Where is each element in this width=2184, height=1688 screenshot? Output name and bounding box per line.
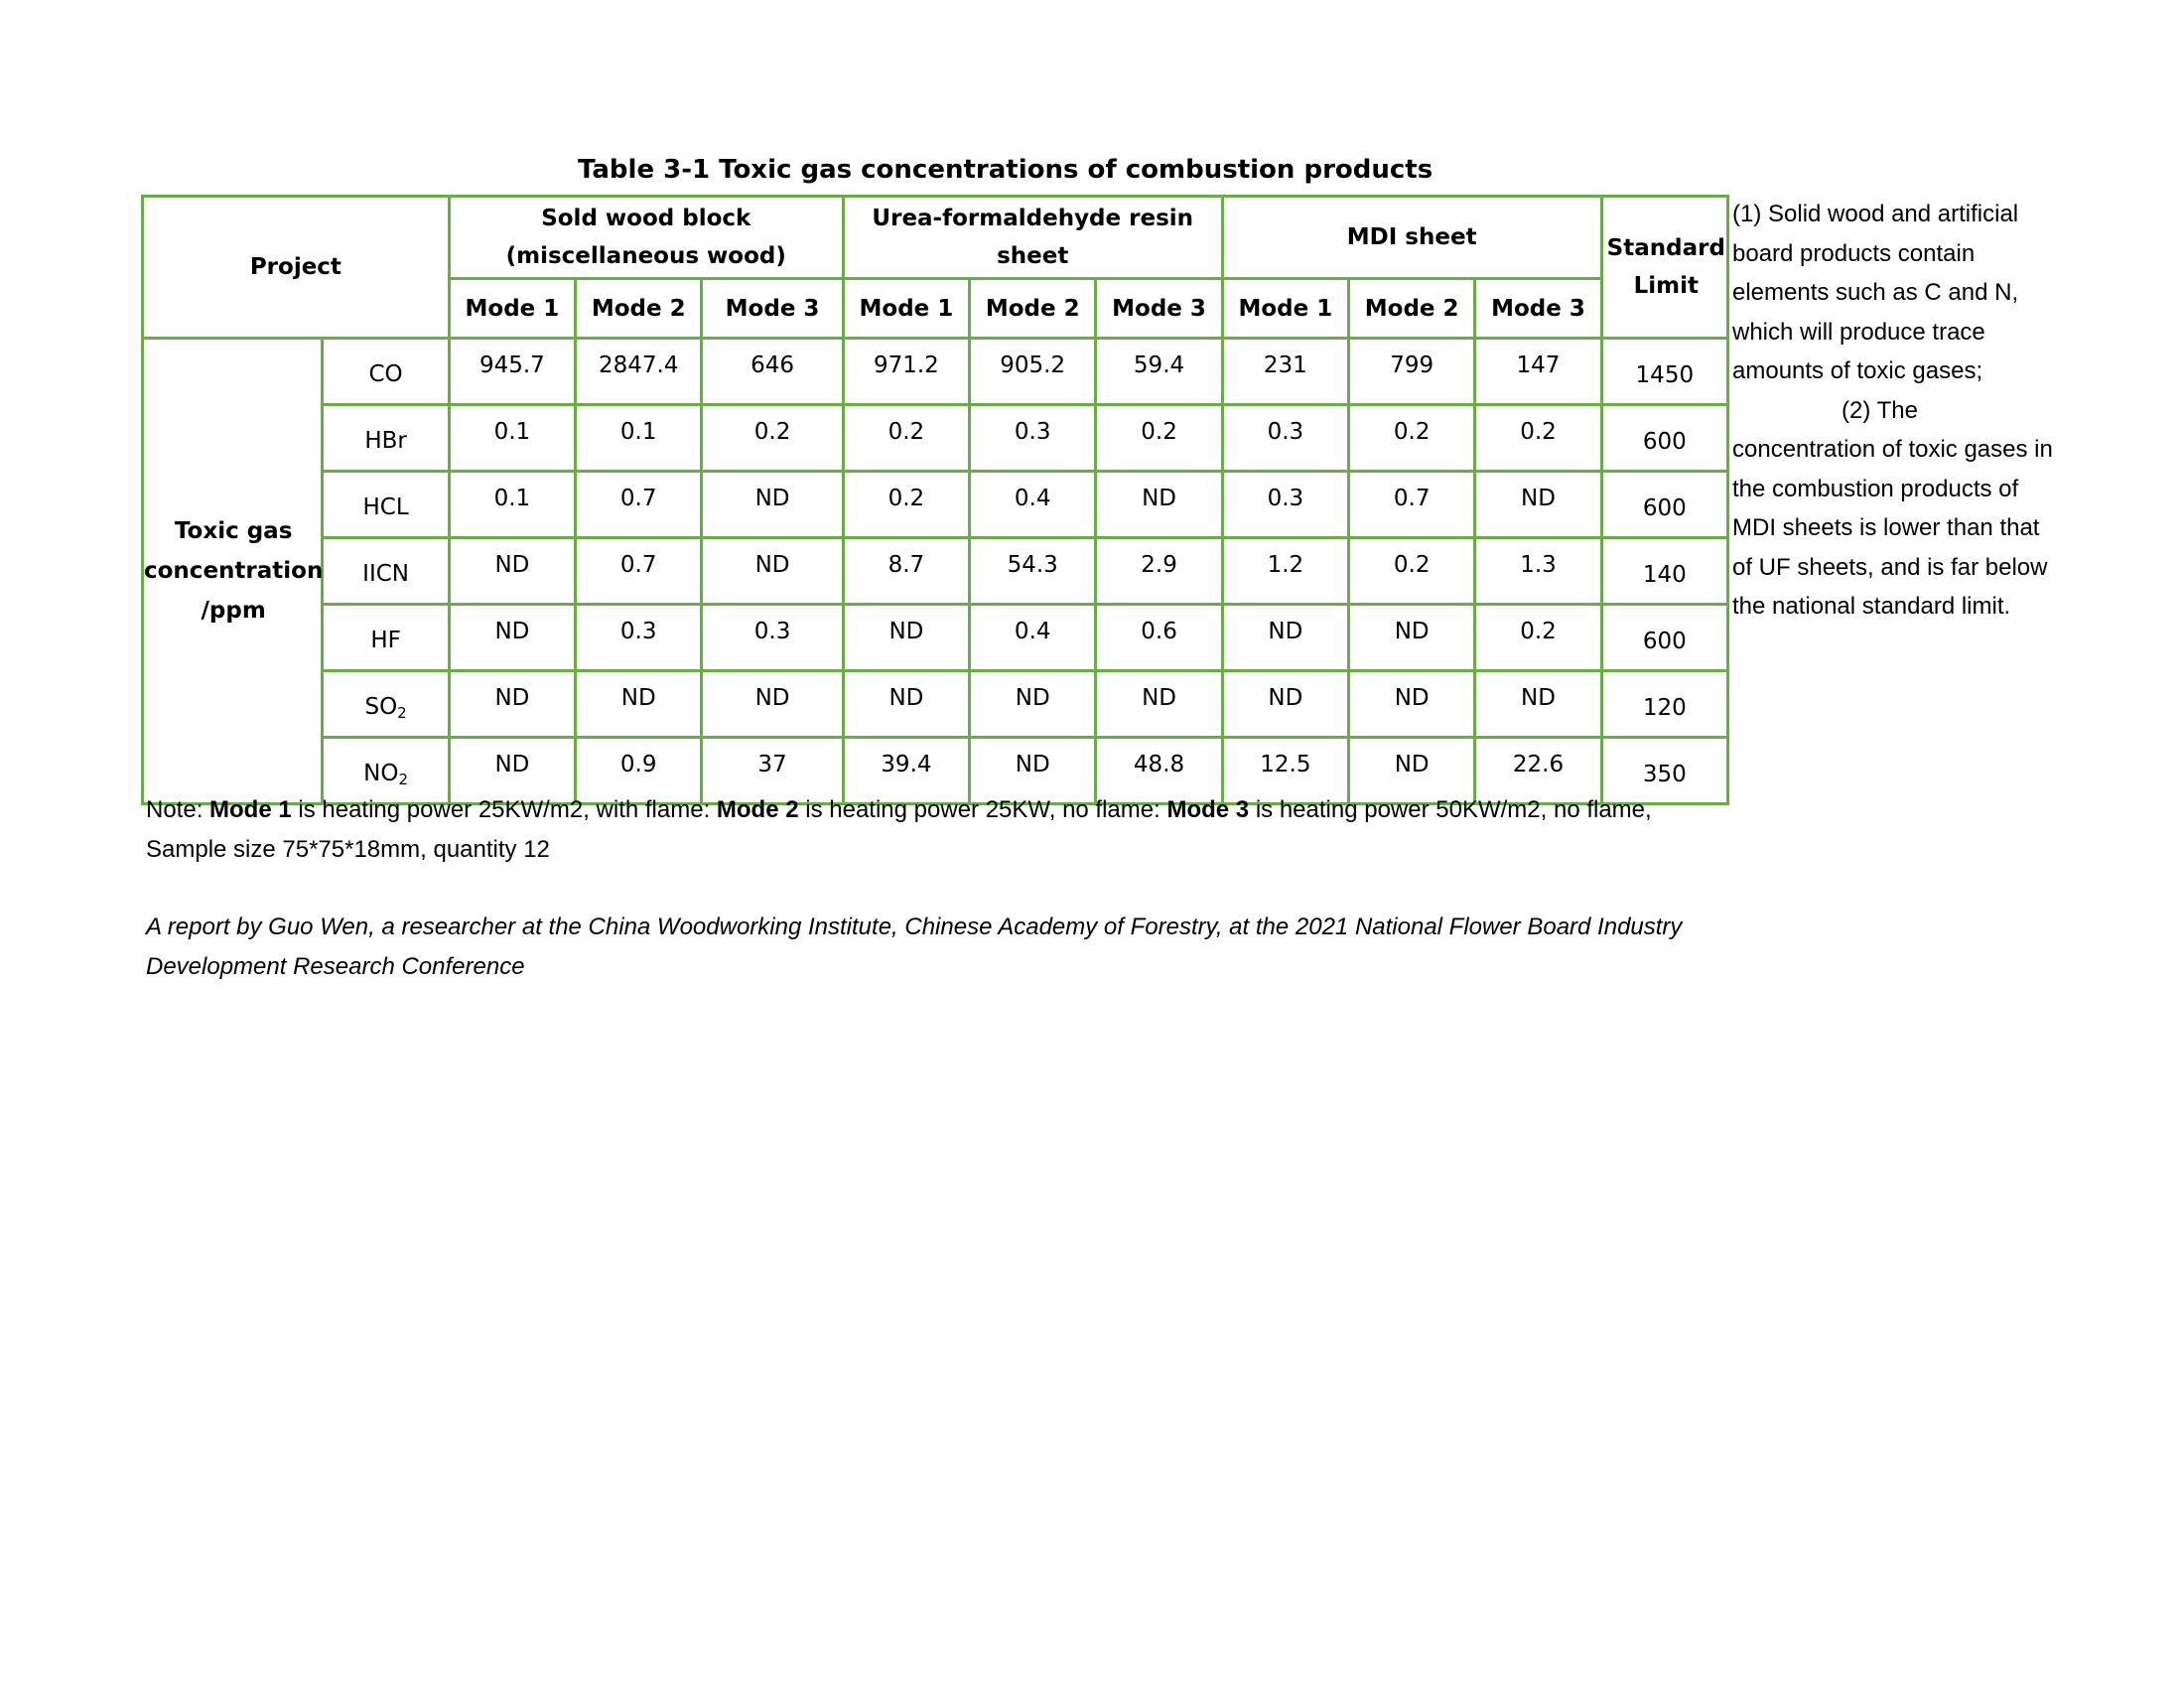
standard-limit-cell: 1450 xyxy=(1601,339,1727,405)
standard-limit-label: Standard Limit xyxy=(1606,234,1725,299)
value-cell: 2.9 xyxy=(1096,538,1222,605)
note-mode2-label: Mode 2 xyxy=(716,796,799,823)
mode-header: Mode 2 xyxy=(1349,279,1475,339)
group-header-urea-formaldehyde xyxy=(843,197,1222,279)
table-row xyxy=(143,538,1728,605)
gas-name-cell xyxy=(323,339,449,405)
value-cell: 0.3 xyxy=(1222,472,1348,538)
gas-name: HCL xyxy=(362,494,409,520)
category-cell xyxy=(143,339,323,804)
value-cell: 54.3 xyxy=(970,538,1096,605)
value-cell: 0.4 xyxy=(970,472,1096,538)
gas-name: HF xyxy=(370,628,401,653)
gas-name-cell xyxy=(323,605,449,671)
value-cell: 0.7 xyxy=(576,472,702,538)
value-cell: 0.2 xyxy=(1349,538,1475,605)
value-cell: ND xyxy=(1475,671,1601,738)
gas-name-cell xyxy=(323,538,449,605)
standard-limit-cell: 600 xyxy=(1601,405,1727,472)
value-cell: 12.5 xyxy=(1222,738,1348,804)
value-cell: 905.2 xyxy=(970,339,1096,405)
mode-header: Mode 1 xyxy=(449,279,575,339)
note-mode2-text: is heating power 25KW, no flame: xyxy=(798,796,1167,823)
gas-name: IICN xyxy=(362,561,410,587)
value-cell: 0.1 xyxy=(449,405,575,472)
value-cell: ND xyxy=(702,472,843,538)
value-cell: 0.3 xyxy=(702,605,843,671)
gas-name-cell xyxy=(323,671,449,738)
value-cell: 0.3 xyxy=(1222,405,1348,472)
note-prefix: Note: xyxy=(146,796,210,823)
value-cell: ND xyxy=(1096,472,1222,538)
table-row xyxy=(143,671,1728,738)
value-cell: 0.2 xyxy=(1475,405,1601,472)
group-header-solid-wood xyxy=(449,197,843,279)
value-cell: 0.3 xyxy=(970,405,1096,472)
mode-header: Mode 1 xyxy=(1222,279,1348,339)
value-cell: 0.1 xyxy=(576,405,702,472)
value-cell: 971.2 xyxy=(843,339,969,405)
note-mode1-text: is heating power 25KW/m2, with flame: xyxy=(291,796,717,823)
value-cell: 147 xyxy=(1475,339,1601,405)
project-header: Project xyxy=(143,197,450,339)
standard-limit-cell: 600 xyxy=(1601,605,1727,671)
gas-name: CO xyxy=(368,361,403,387)
footnote xyxy=(146,790,1695,870)
gas-name: NO xyxy=(363,761,399,786)
mode-header: Mode 3 xyxy=(702,279,843,339)
side-note-point-2-head: (2) The xyxy=(1842,396,1918,424)
gas-name-cell xyxy=(323,405,449,472)
table-row xyxy=(143,339,1728,405)
value-cell: ND xyxy=(843,671,969,738)
value-cell: 0.2 xyxy=(1475,605,1601,671)
mode-header: Mode 3 xyxy=(1475,279,1601,339)
table-row xyxy=(143,472,1728,538)
value-cell: 48.8 xyxy=(1096,738,1222,804)
mode-header: Mode 3 xyxy=(1096,279,1222,339)
side-note-point-1: (1) Solid wood and artificial board products contain elements such as C and N, which will produce trace amounts of toxic gases; xyxy=(1732,201,2019,384)
value-cell: 2847.4 xyxy=(576,339,702,405)
value-cell: ND xyxy=(1222,605,1348,671)
value-cell: 0.4 xyxy=(970,605,1096,671)
table-row xyxy=(143,605,1728,671)
value-cell: 0.7 xyxy=(1349,472,1475,538)
value-cell: ND xyxy=(1349,738,1475,804)
value-cell: ND xyxy=(449,738,575,804)
note-mode3-label: Mode 3 xyxy=(1166,796,1250,823)
table-row xyxy=(143,405,1728,472)
value-cell: ND xyxy=(449,538,575,605)
value-cell: ND xyxy=(576,671,702,738)
value-cell: 0.9 xyxy=(576,738,702,804)
group-header-mdi xyxy=(1222,197,1601,279)
value-cell: ND xyxy=(1475,472,1601,538)
side-note xyxy=(1732,195,2060,627)
value-cell: 799 xyxy=(1349,339,1475,405)
note-mode1-label: Mode 1 xyxy=(209,796,292,823)
standard-limit-cell: 350 xyxy=(1601,738,1727,804)
value-cell: 8.7 xyxy=(843,538,969,605)
value-cell: ND xyxy=(702,671,843,738)
mode-header: Mode 2 xyxy=(970,279,1096,339)
value-cell: 22.6 xyxy=(1475,738,1601,804)
gas-subscript: 2 xyxy=(398,771,409,788)
value-cell: 37 xyxy=(702,738,843,804)
value-cell: 0.2 xyxy=(843,472,969,538)
group-header-row xyxy=(143,197,1728,279)
value-cell: ND xyxy=(843,605,969,671)
value-cell: 1.3 xyxy=(1475,538,1601,605)
value-cell: 0.7 xyxy=(576,538,702,605)
value-cell: ND xyxy=(449,671,575,738)
value-cell: 0.2 xyxy=(1096,405,1222,472)
value-cell: ND xyxy=(1349,605,1475,671)
gas-subscript: 2 xyxy=(397,704,407,722)
value-cell: 646 xyxy=(702,339,843,405)
value-cell: ND xyxy=(449,605,575,671)
value-cell: 231 xyxy=(1222,339,1348,405)
mode-header: Mode 2 xyxy=(576,279,702,339)
value-cell: 59.4 xyxy=(1096,339,1222,405)
table-title: Table 3-1 Toxic gas concentrations of combustion products xyxy=(578,155,1433,185)
value-cell: 1.2 xyxy=(1222,538,1348,605)
source-citation: A report by Guo Wen, a researcher at the China Woodworking Institute, Chinese Academy of Forestry, at the 2021 National Flower Board Industry Development Research Conference xyxy=(146,914,1683,980)
value-cell: ND xyxy=(1222,671,1348,738)
gas-name: SO xyxy=(364,694,398,720)
value-cell: 0.2 xyxy=(843,405,969,472)
value-cell: 0.6 xyxy=(1096,605,1222,671)
standard-limit-cell: 600 xyxy=(1601,472,1727,538)
mode-header: Mode 1 xyxy=(843,279,969,339)
value-cell: 0.2 xyxy=(702,405,843,472)
standard-limit-header xyxy=(1601,197,1727,339)
group-label: Urea-formaldehyde resin sheet xyxy=(872,205,1194,269)
value-cell: 0.3 xyxy=(576,605,702,671)
gas-name: HBr xyxy=(364,428,407,454)
category-label: Toxic gas concentration /ppm xyxy=(144,518,324,624)
value-cell: ND xyxy=(1096,671,1222,738)
value-cell: 0.2 xyxy=(1349,405,1475,472)
standard-limit-cell: 140 xyxy=(1601,538,1727,605)
value-cell: 945.7 xyxy=(449,339,575,405)
value-cell: ND xyxy=(702,538,843,605)
group-label: Sold wood block (miscellaneous wood) xyxy=(505,205,786,269)
group-label: MDI sheet xyxy=(1346,224,1477,250)
value-cell: ND xyxy=(1349,671,1475,738)
gas-name-cell xyxy=(323,472,449,538)
toxic-gas-table xyxy=(141,195,1729,805)
value-cell: 39.4 xyxy=(843,738,969,804)
note-mode3-text: is heating power 50KW/m2, no flame, Sample size 75*75*18mm, quantity 12 xyxy=(146,796,1652,863)
value-cell: ND xyxy=(970,671,1096,738)
value-cell: ND xyxy=(970,738,1096,804)
side-note-point-2-body: concentration of toxic gases in the combustion products of MDI sheets is lower than that of UF sheets, and is far below the national standard limit. xyxy=(1732,436,2053,620)
value-cell: 0.1 xyxy=(449,472,575,538)
standard-limit-cell: 120 xyxy=(1601,671,1727,738)
